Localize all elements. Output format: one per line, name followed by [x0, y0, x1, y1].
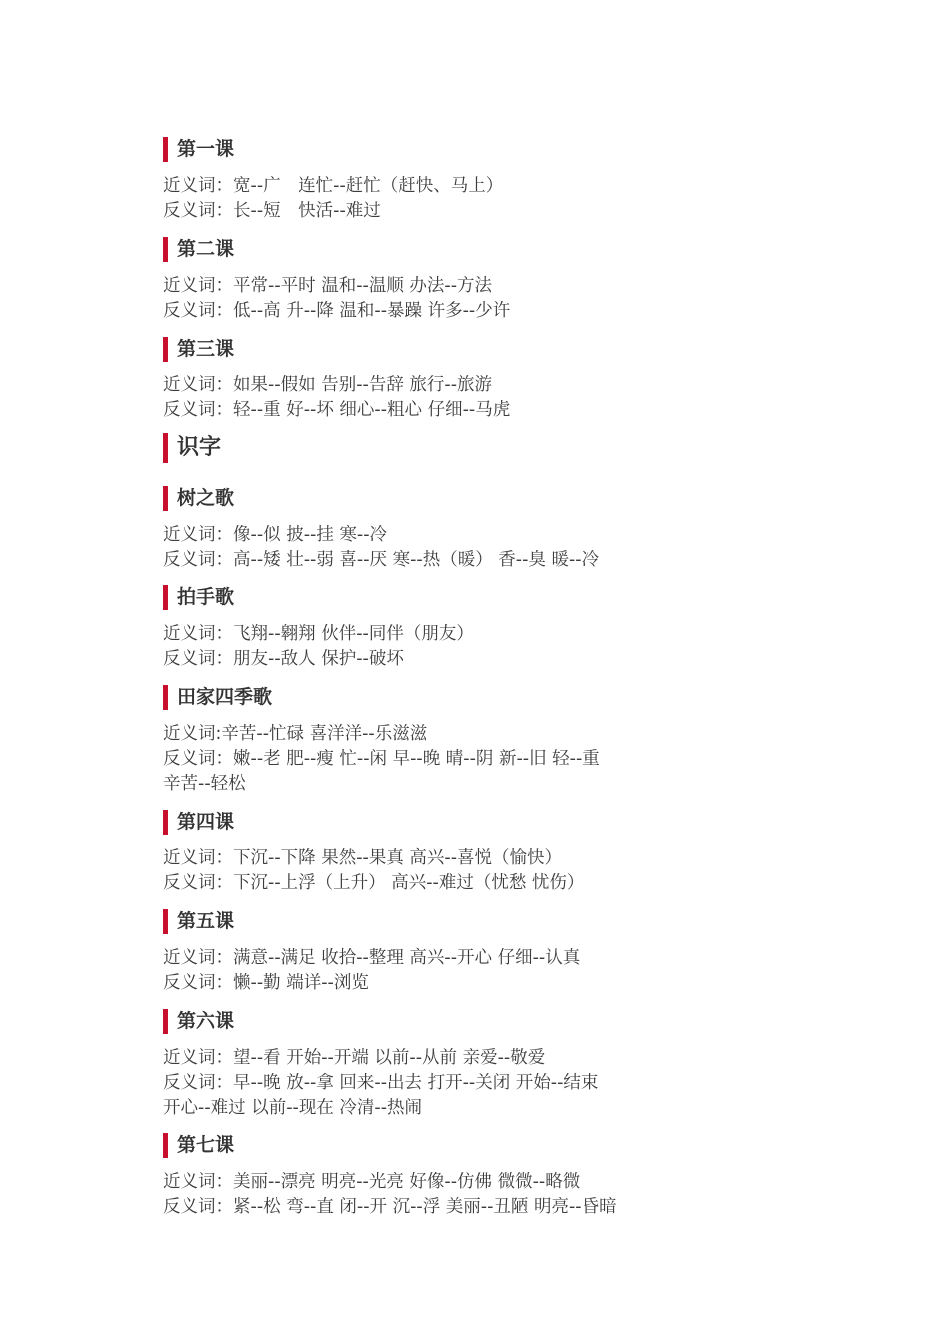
section-title: 识字 [177, 435, 222, 460]
section-heading [163, 1009, 234, 1033]
antonym-line: 反义词：嫩--老 肥--瘦 忙--闲 早--晚 晴--阴 新--旧 轻--重 [163, 749, 600, 769]
antonym-line: 反义词：懒--勤 端详--浏览 [163, 973, 369, 993]
section-title: 第七课 [177, 1134, 235, 1156]
synonym-line: 近义词：平常--平时 温和--温顺 办法--方法 [163, 276, 493, 296]
antonym-line-continued: 辛苦--轻松 [163, 774, 246, 794]
heading-marker [163, 337, 168, 362]
heading-marker [163, 585, 168, 610]
synonym-line: 近义词：满意--满足 收拾--整理 高兴--开心 仔细--认真 [163, 948, 581, 968]
section-title: 第一课 [177, 138, 235, 160]
synonym-line: 近义词：像--似 披--挂 寒--冷 [163, 525, 388, 545]
synonym-line: 近义词:辛苦--忙碌 喜洋洋--乐滋滋 [163, 724, 428, 744]
section-heading [163, 909, 234, 933]
section-title: 第二课 [177, 238, 235, 260]
section-title: 第六课 [177, 1010, 235, 1032]
synonym-line: 近义词：宽--广 连忙--赶忙（赶快、马上） [163, 176, 504, 196]
section-title: 树之歌 [177, 487, 235, 509]
antonym-line: 反义词：朋友--敌人 保护--破坏 [163, 649, 404, 669]
section-title: 第五课 [177, 910, 235, 932]
section-heading [163, 137, 234, 161]
heading-marker [163, 810, 168, 835]
section-heading [163, 685, 272, 709]
section-heading [163, 810, 234, 834]
antonym-line: 反义词：下沉--上浮（上升） 高兴--难过（忧愁 忧伤） [163, 873, 585, 893]
synonym-line: 近义词：飞翔--翱翔 伙伴--同伴（朋友） [163, 624, 474, 644]
antonym-line: 反义词：轻--重 好--坏 细心--粗心 仔细--马虎 [163, 400, 511, 420]
section-heading [163, 237, 234, 261]
synonym-line: 近义词：下沉--下降 果然--果真 高兴--喜悦（愉快） [163, 848, 563, 868]
heading-marker [163, 909, 168, 934]
heading-marker [163, 685, 168, 710]
section-title: 第四课 [177, 811, 235, 833]
section-heading [163, 486, 234, 510]
synonym-line: 近义词：望--看 开始--开端 以前--从前 亲爱--敬爱 [163, 1048, 546, 1068]
section-heading [163, 436, 221, 460]
heading-marker [163, 237, 168, 262]
section-title: 拍手歌 [177, 586, 235, 608]
antonym-line: 反义词：长--短 快活--难过 [163, 201, 381, 221]
section-heading [163, 337, 234, 361]
synonym-line: 近义词：美丽--漂亮 明亮--光亮 好像--仿佛 微微--略微 [163, 1172, 581, 1192]
section-heading [163, 1133, 234, 1157]
heading-marker [163, 433, 168, 463]
section-heading [163, 585, 234, 609]
antonym-line: 反义词：低--高 升--降 温和--暴躁 许多--少许 [163, 301, 511, 321]
section-title: 第三课 [177, 338, 235, 360]
antonym-line: 反义词：紧--松 弯--直 闭--开 沉--浮 美丽--丑陋 明亮--昏暗 [163, 1197, 617, 1217]
section-title: 田家四季歌 [177, 686, 273, 708]
antonym-line: 反义词：高--矮 壮--弱 喜--厌 寒--热（暖） 香--臭 暖--冷 [163, 550, 600, 570]
antonym-line-continued: 开心--难过 以前--现在 冷清--热闹 [163, 1098, 423, 1118]
heading-marker [163, 486, 168, 511]
heading-marker [163, 1133, 168, 1158]
heading-marker [163, 1009, 168, 1034]
heading-marker [163, 137, 168, 162]
synonym-line: 近义词：如果--假如 告别--告辞 旅行--旅游 [163, 375, 493, 395]
antonym-line: 反义词：早--晚 放--拿 回来--出去 打开--关闭 开始--结束 [163, 1073, 599, 1093]
